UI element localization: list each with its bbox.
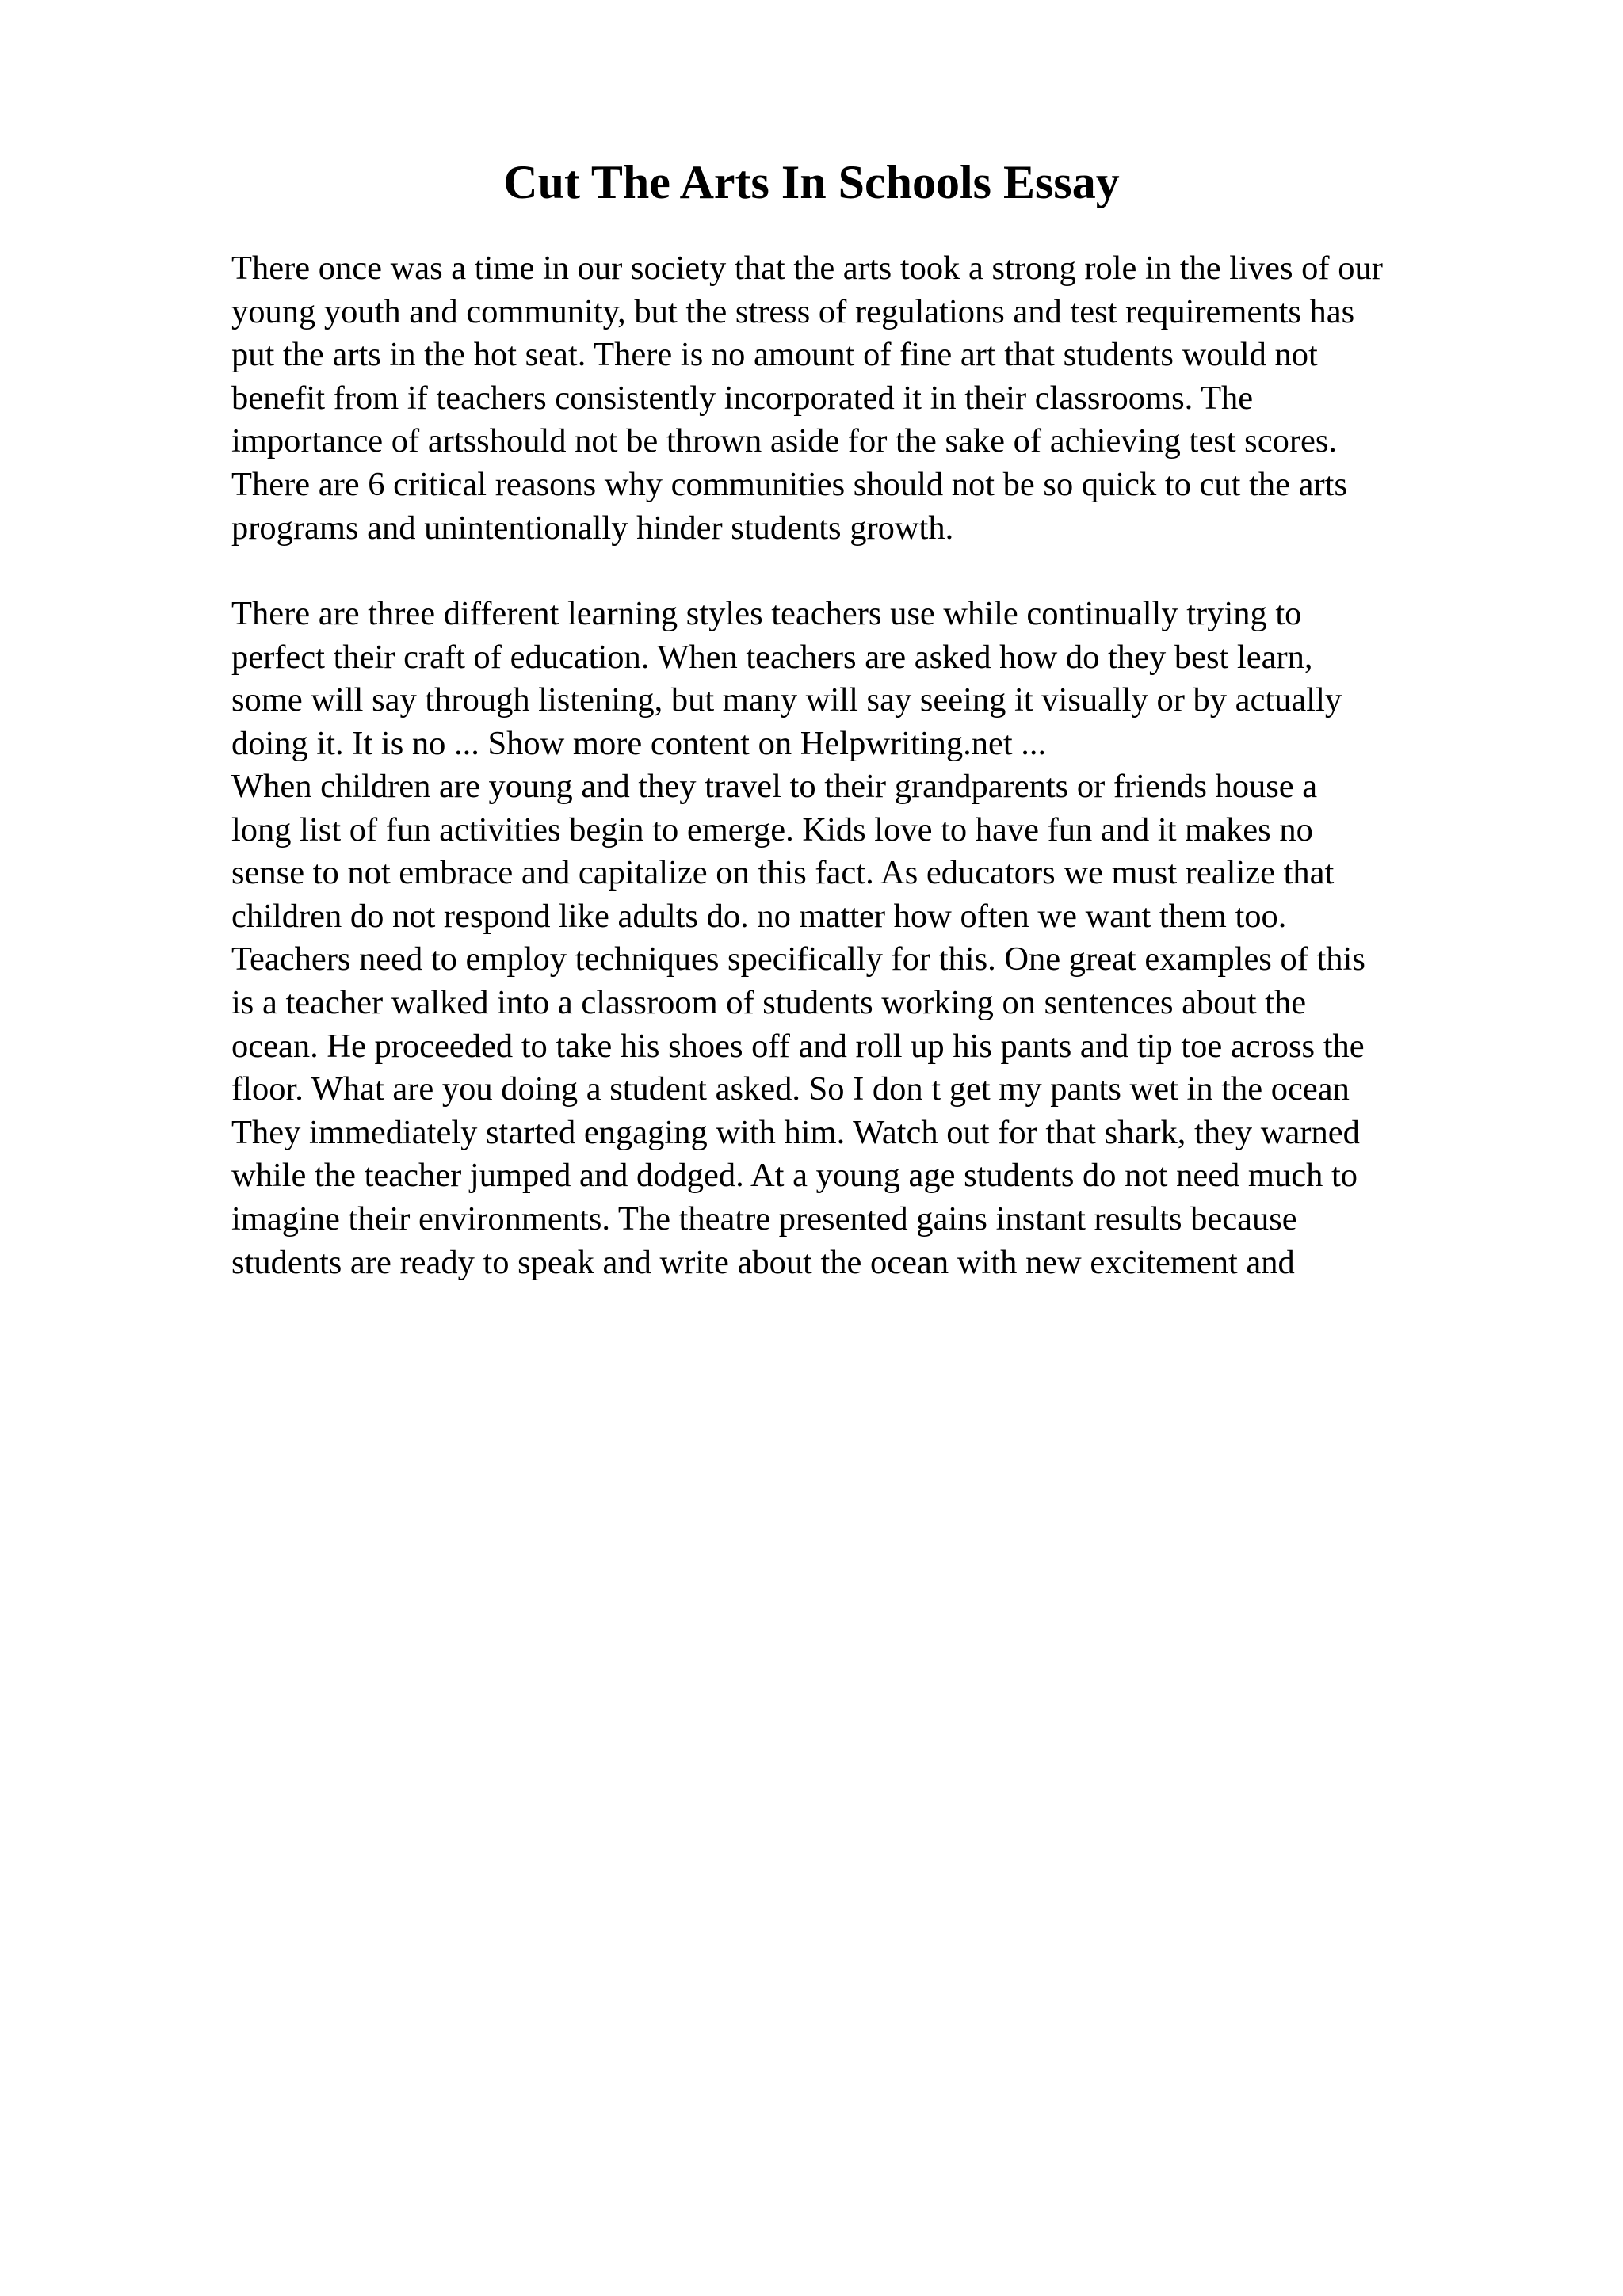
text-line: programs and unintentionally hinder students growth. xyxy=(231,509,954,547)
text-line: importance of artsshould not be thrown aside for the sake of achieving test scores. xyxy=(231,422,1338,460)
text-line: When children are young and they travel to their grandparents or friends house a xyxy=(231,768,1318,805)
text-line: some will say through listening, but many will say seeing it visually or by actually xyxy=(231,681,1342,719)
text-line: is a teacher walked into a classroom of students working on sentences about the xyxy=(231,983,1307,1021)
text-line: long list of fun activities begin to emerge. Kids love to have fun and it makes no xyxy=(231,810,1313,849)
text-line: There are three different learning styles teachers use while continually trying to xyxy=(231,595,1302,632)
text-line: There are 6 critical reasons why communities should not be so quick to cut the arts xyxy=(231,465,1348,503)
paragraph-children-activities xyxy=(231,765,1594,1284)
text-line: put the arts in the hot seat. There is no amount of fine art that students would not xyxy=(231,336,1318,374)
text-line: young youth and community, but the stress of regulations and test requirements has xyxy=(231,292,1355,330)
text-line: imagine their environments. The theatre presented gains instant results because xyxy=(231,1199,1297,1238)
text-line: There once was a time in our society that the arts took a strong role in the lives of our xyxy=(231,250,1383,287)
text-line: while the teacher jumped and dodged. At a young age students do not need much to xyxy=(231,1157,1358,1195)
paragraph-intro xyxy=(231,247,1594,550)
text-line: floor. What are you doing a student asked. So I don t get my pants wet in the ocean xyxy=(231,1070,1350,1108)
text-line: children do not respond like adults do. no matter how often we want them too. xyxy=(231,897,1287,935)
text-line: sense to not embrace and capitalize on this fact. As educators we must realize that xyxy=(231,854,1335,892)
text-line: benefit from if teachers consistently incorporated it in their classrooms. The xyxy=(231,379,1254,417)
text-line: Teachers need to employ techniques specifically for this. One great examples of this xyxy=(231,940,1365,978)
text-line: perfect their craft of education. When teachers are asked how do they best learn, xyxy=(231,638,1313,676)
paragraph-learning-styles xyxy=(231,593,1594,765)
text-line: ocean. He proceeded to take his shoes off and roll up his pants and tip toe across the xyxy=(231,1027,1365,1065)
text-line: They immediately started engaging with him. Watch out for that shark, they warned xyxy=(231,1113,1360,1151)
document-title: Cut The Arts In Schools Essay xyxy=(503,156,1120,208)
text-line: students are ready to speak and write about the ocean with new excitement and xyxy=(231,1243,1295,1281)
text-line: doing it. It is no ... Show more content on Helpwriting.net ... xyxy=(231,724,1047,762)
